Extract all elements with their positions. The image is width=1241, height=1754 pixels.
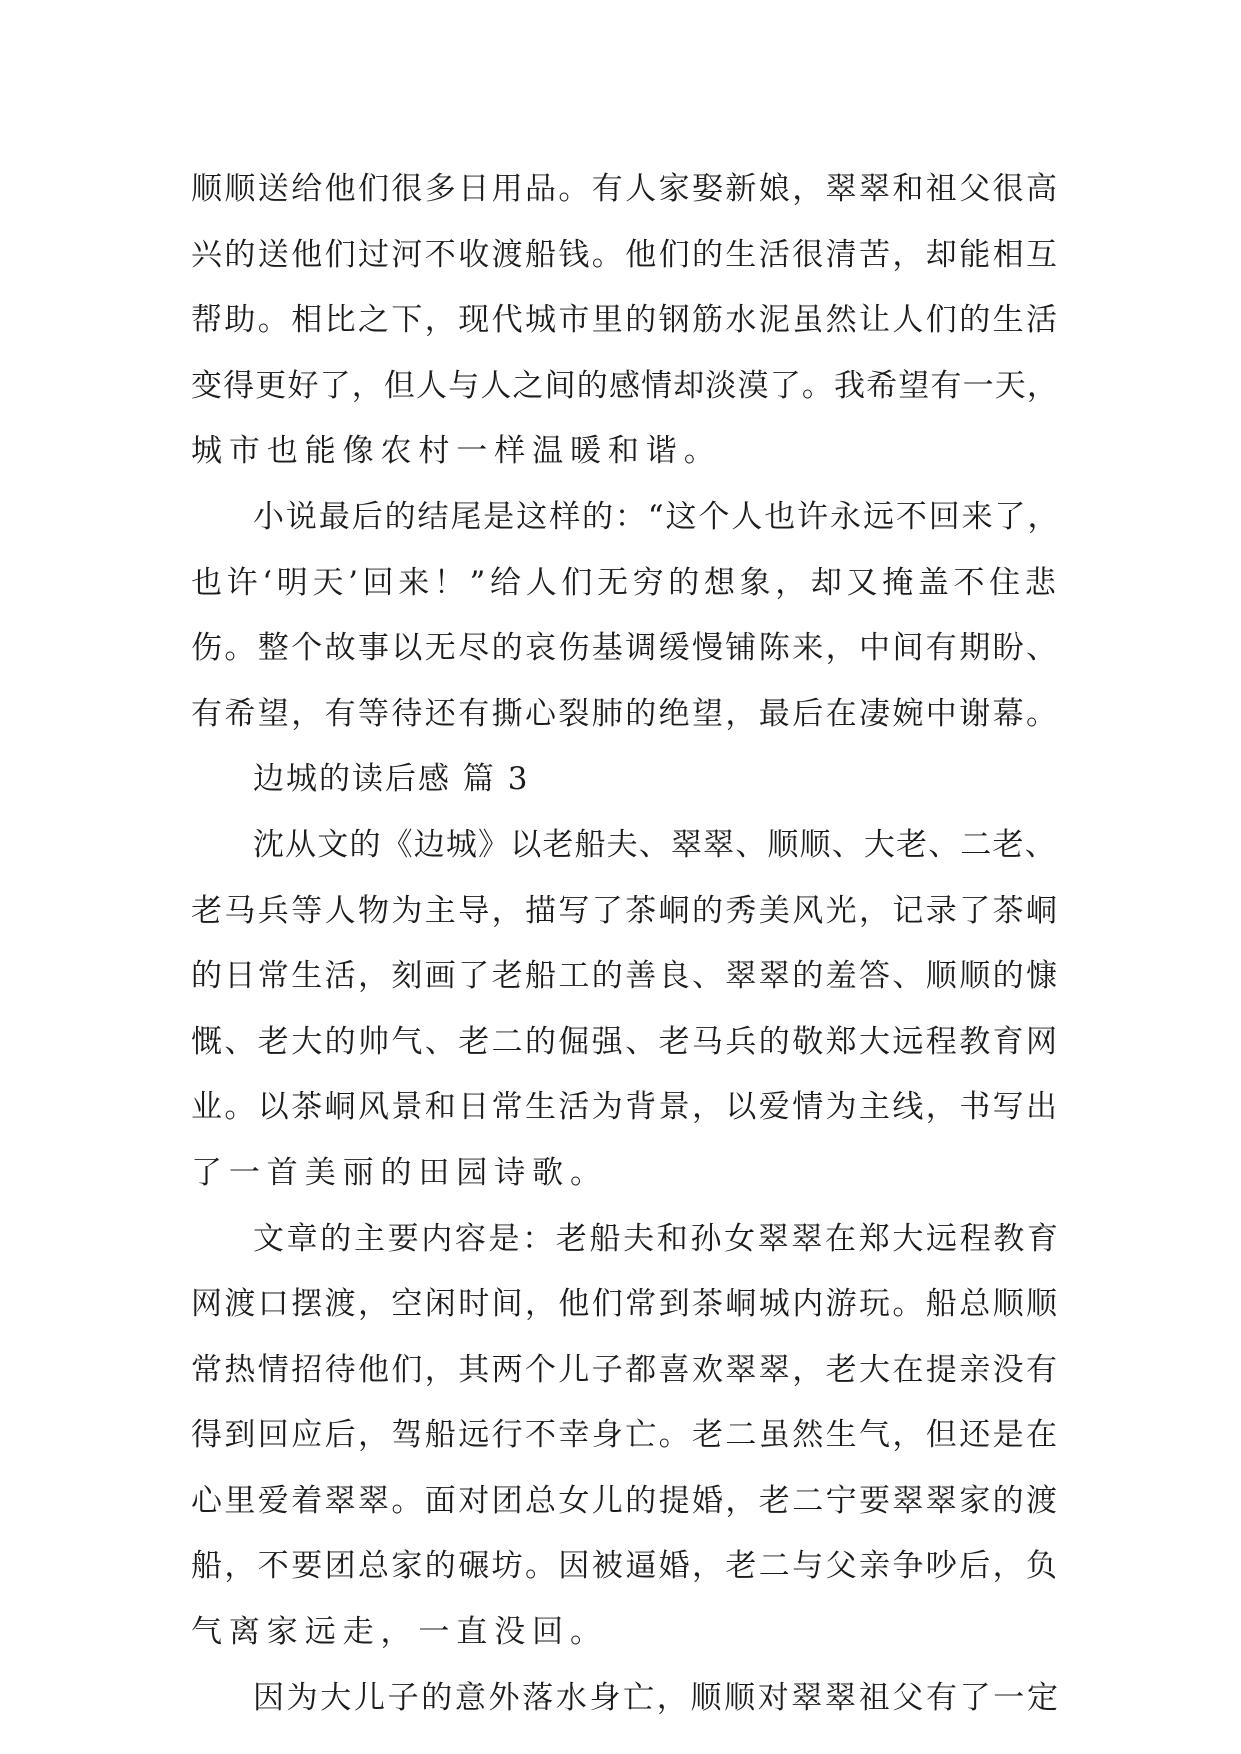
document-body <box>191 157 1061 1731</box>
text-line: 气离家远走，一直没回。 <box>191 1614 608 1651</box>
text-line: 变得更好了，但人与人之间的感情却淡漠了。我希望有一天， <box>191 367 1060 404</box>
text-line: 城市也能像农村一样温暖和谐。 <box>191 433 722 470</box>
text-line: 小说最后的结尾是这样的：“这个人也许永远不回来了， <box>253 498 1061 535</box>
text-line: 心里爱着翠翠。面对团总女儿的提婚，老二宁要翠翠家的渡 <box>191 1482 1060 1519</box>
text-line: 有希望，有等待还有撕心裂肺的绝望，最后在凄婉中谢幕。 <box>191 695 1060 732</box>
text-line: 老马兵等人物为主导，描写了茶峒的秀美风光，记录了茶峒 <box>191 892 1060 929</box>
text-line: 常热情招待他们，其两个儿子都喜欢翠翠，老大在提亲没有 <box>191 1351 1060 1388</box>
text-line: 得到回应后，驾船远行不幸身亡。老二虽然生气，但还是在 <box>191 1417 1060 1454</box>
text-line: 因为大儿子的意外落水身亡，顺顺对翠翠祖父有了一定 <box>253 1679 1061 1716</box>
text-line: 顺顺送给他们很多日用品。有人家娶新娘，翠翠和祖父很高 <box>191 171 1060 207</box>
text-line: 兴的送他们过河不收渡船钱。他们的生活很清苦，却能相互 <box>191 236 1060 273</box>
section-heading: 边城的读后感 篇 3 <box>253 761 530 798</box>
text-line: 帮助。相比之下，现代城市里的钢筋水泥虽然让人们的生活 <box>191 302 1060 339</box>
text-line: 沈从文的《边城》以老船夫、翠翠、顺顺、大老、二老、 <box>253 826 1057 863</box>
text-line: 业。以茶峒风景和日常生活为背景，以爱情为主线，书写出 <box>191 1089 1060 1126</box>
text-line: 伤。整个故事以无尽的哀伤基调缓慢铺陈来，中间有期盼、 <box>191 630 1060 667</box>
text-line: 的日常生活，刻画了老船工的善良、翠翠的羞答、顺顺的慷 <box>191 958 1060 995</box>
text-line: 文章的主要内容是：老船夫和孙女翠翠在郑大远程教育 <box>253 1220 1061 1257</box>
text-line: 网渡口摆渡，空闲时间，他们常到茶峒城内游玩。船总顺顺 <box>191 1286 1060 1323</box>
text-line: 也许‘明天’回来！”给人们无穷的想象，却又掩盖不住悲 <box>191 564 1061 601</box>
text-line: 慨、老大的帅气、老二的倔强、老马兵的敬郑大远程教育网 <box>191 1023 1060 1060</box>
text-line: 了一首美丽的田园诗歌。 <box>191 1154 608 1191</box>
text-line: 船，不要团总家的碾坊。因被逼婚，老二与父亲争吵后，负 <box>191 1548 1060 1585</box>
